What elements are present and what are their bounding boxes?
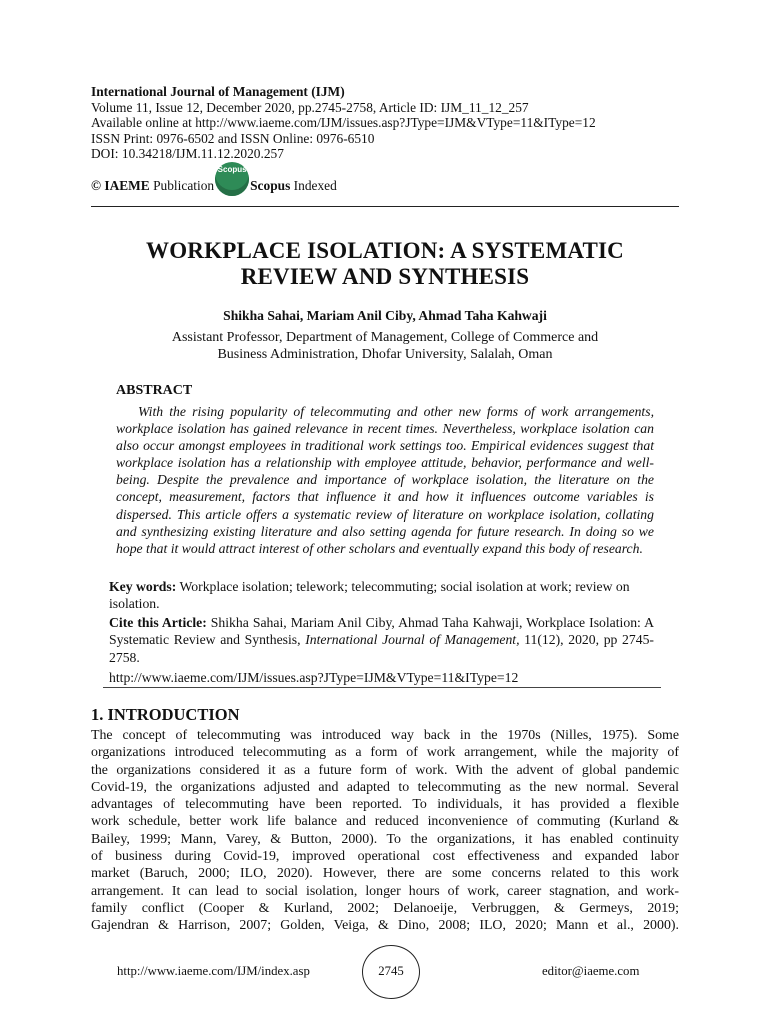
- volume-line: Volume 11, Issue 12, December 2020, pp.2745-2758, Article ID: IJM_11_12_257: [91, 99, 529, 115]
- keywords-text: Workplace isolation; telework; telecommuting; social isolation at work; review on isolation.: [109, 579, 630, 612]
- scopus-logo-icon: [215, 162, 249, 196]
- intro-line: the organizations considered it as a future form of work. With the advent of global pandemic: [91, 762, 679, 778]
- affiliation-line-1: Assistant Professor, Department of Management, College of Commerce and: [171, 330, 599, 345]
- intro-line: Gajendran & Harrison, 2007; Golden, Veiga, & Dino, 2008; ILO, 2020; Mann et al., 2000).: [91, 918, 679, 934]
- intro-line: arrangement. It can lead to social isolation, longer hours of work, career stagnation, and work-: [91, 883, 679, 899]
- intro-line: family conflict (Cooper & Kurland, 2002; Delanoeije, Verbruggen, & Germeys, 2019;: [91, 900, 679, 916]
- indexed-text: Indexed: [290, 178, 337, 193]
- intro-line: Covid-19, the organizations adjusted and adapted to telecommuting as the new normal. Several: [91, 779, 679, 795]
- intro-line: advantages of telecommuting have been reported. To individuals, it has provided a flexible: [91, 797, 679, 813]
- journal-metadata: [91, 84, 691, 162]
- citation-text-before: Shikha Sahai, Mariam Anil Ciby, Ahmad Taha Kahwaji, Workplace Isolation: A Systematic Review and Synthesis,: [109, 615, 654, 648]
- affiliation-line-2: Business Administration, Dhofar University, Salalah, Oman: [217, 347, 553, 362]
- intro-line: of business during Covid-19, improved operational cost effectiveness and expanded labor: [91, 849, 679, 865]
- intro-line: work schedule, better work life balance and reduced inconvenience of commuting (Kurland &: [91, 814, 679, 830]
- intro-line: market (Baruch, 2000; ILO, 2020). However, there are some concerns related to this work: [91, 866, 679, 882]
- doi-line: DOI: 10.34218/IJM.11.12.2020.257: [91, 146, 284, 162]
- scopus-logo-text: Scopus: [217, 165, 247, 174]
- citation-text-after: 11(12), 2020, pp 2745-2758.: [109, 632, 654, 665]
- abstract-heading: ABSTRACT: [116, 383, 193, 398]
- abstract-text: With the rising popularity of telecommuting and other new forms of work arrangements, workplace isolation has gained relevance in recent times. Nevertheless, workplace isolation can also occur amongst employees in traditional work settings too. Empirical evidences suggest that workplace isolation has a relationship with employee attitude, behavior, performance and well-being. Despite the prevalence and importance of workplace isolation, the literature on the concept, measurement, factors that influence it and how it influences outcome variables is dispersed. This article offers a systematic review of literature on workplace isolation, collating and synthesizing existing literature and also setting agenda for future research. In doing so we hope that it would attract interest of other scholars and eventually expand this body of research.: [116, 404, 654, 556]
- intro-line: organizations introduced telecommuting as a form of work arrangement, while the majority of: [91, 745, 679, 761]
- citation: [109, 614, 654, 666]
- available-online-line: Available online at http://www.iaeme.com/IJM/issues.asp?JType=IJM&VType=11&IType=12: [91, 115, 596, 131]
- scopus-text: Scopus: [250, 178, 291, 193]
- intro-line: Bailey, 1999; Mann, Varey, & Button, 2000). To the organizations, it has enabled continuity: [91, 831, 679, 847]
- title-line-1: WORKPLACE ISOLATION: A SYSTEMATIC: [146, 238, 624, 263]
- citation-label: Cite this Article:: [109, 615, 207, 630]
- keywords-label: Key words:: [109, 579, 177, 594]
- citation-journal: International Journal of Management,: [305, 632, 520, 648]
- intro-line: The concept of telecommuting was introduced way back in the 1970s (Nilles, 1975). Some: [91, 728, 679, 743]
- publication-text: Publication: [149, 178, 215, 193]
- page-number: 2745: [362, 945, 420, 999]
- keywords: [109, 578, 654, 612]
- copyright-iaeme: © IAEME: [91, 178, 150, 193]
- issn-line: ISSN Print: 0976-6502 and ISSN Online: 0976-6510: [91, 130, 375, 146]
- authors: Shikha Sahai, Mariam Anil Ciby, Ahmad Taha Kahwaji: [223, 308, 547, 323]
- footer-url-link[interactable]: http://www.iaeme.com/IJM/index.asp: [117, 964, 310, 978]
- journal-name: International Journal of Management (IJM): [91, 84, 345, 99]
- citation-url-link[interactable]: http://www.iaeme.com/IJM/issues.asp?JType=IJM&VType=11&IType=12: [109, 670, 519, 685]
- introduction-body: [91, 727, 679, 935]
- header-divider: [91, 206, 679, 207]
- footer-email-link[interactable]: editor@iaeme.com: [542, 964, 640, 978]
- paper-title: [91, 238, 679, 290]
- introduction-heading: 1. INTRODUCTION: [91, 705, 240, 724]
- affiliation: [91, 329, 679, 363]
- publication-line: [91, 165, 337, 196]
- title-line-2: REVIEW AND SYNTHESIS: [240, 264, 530, 289]
